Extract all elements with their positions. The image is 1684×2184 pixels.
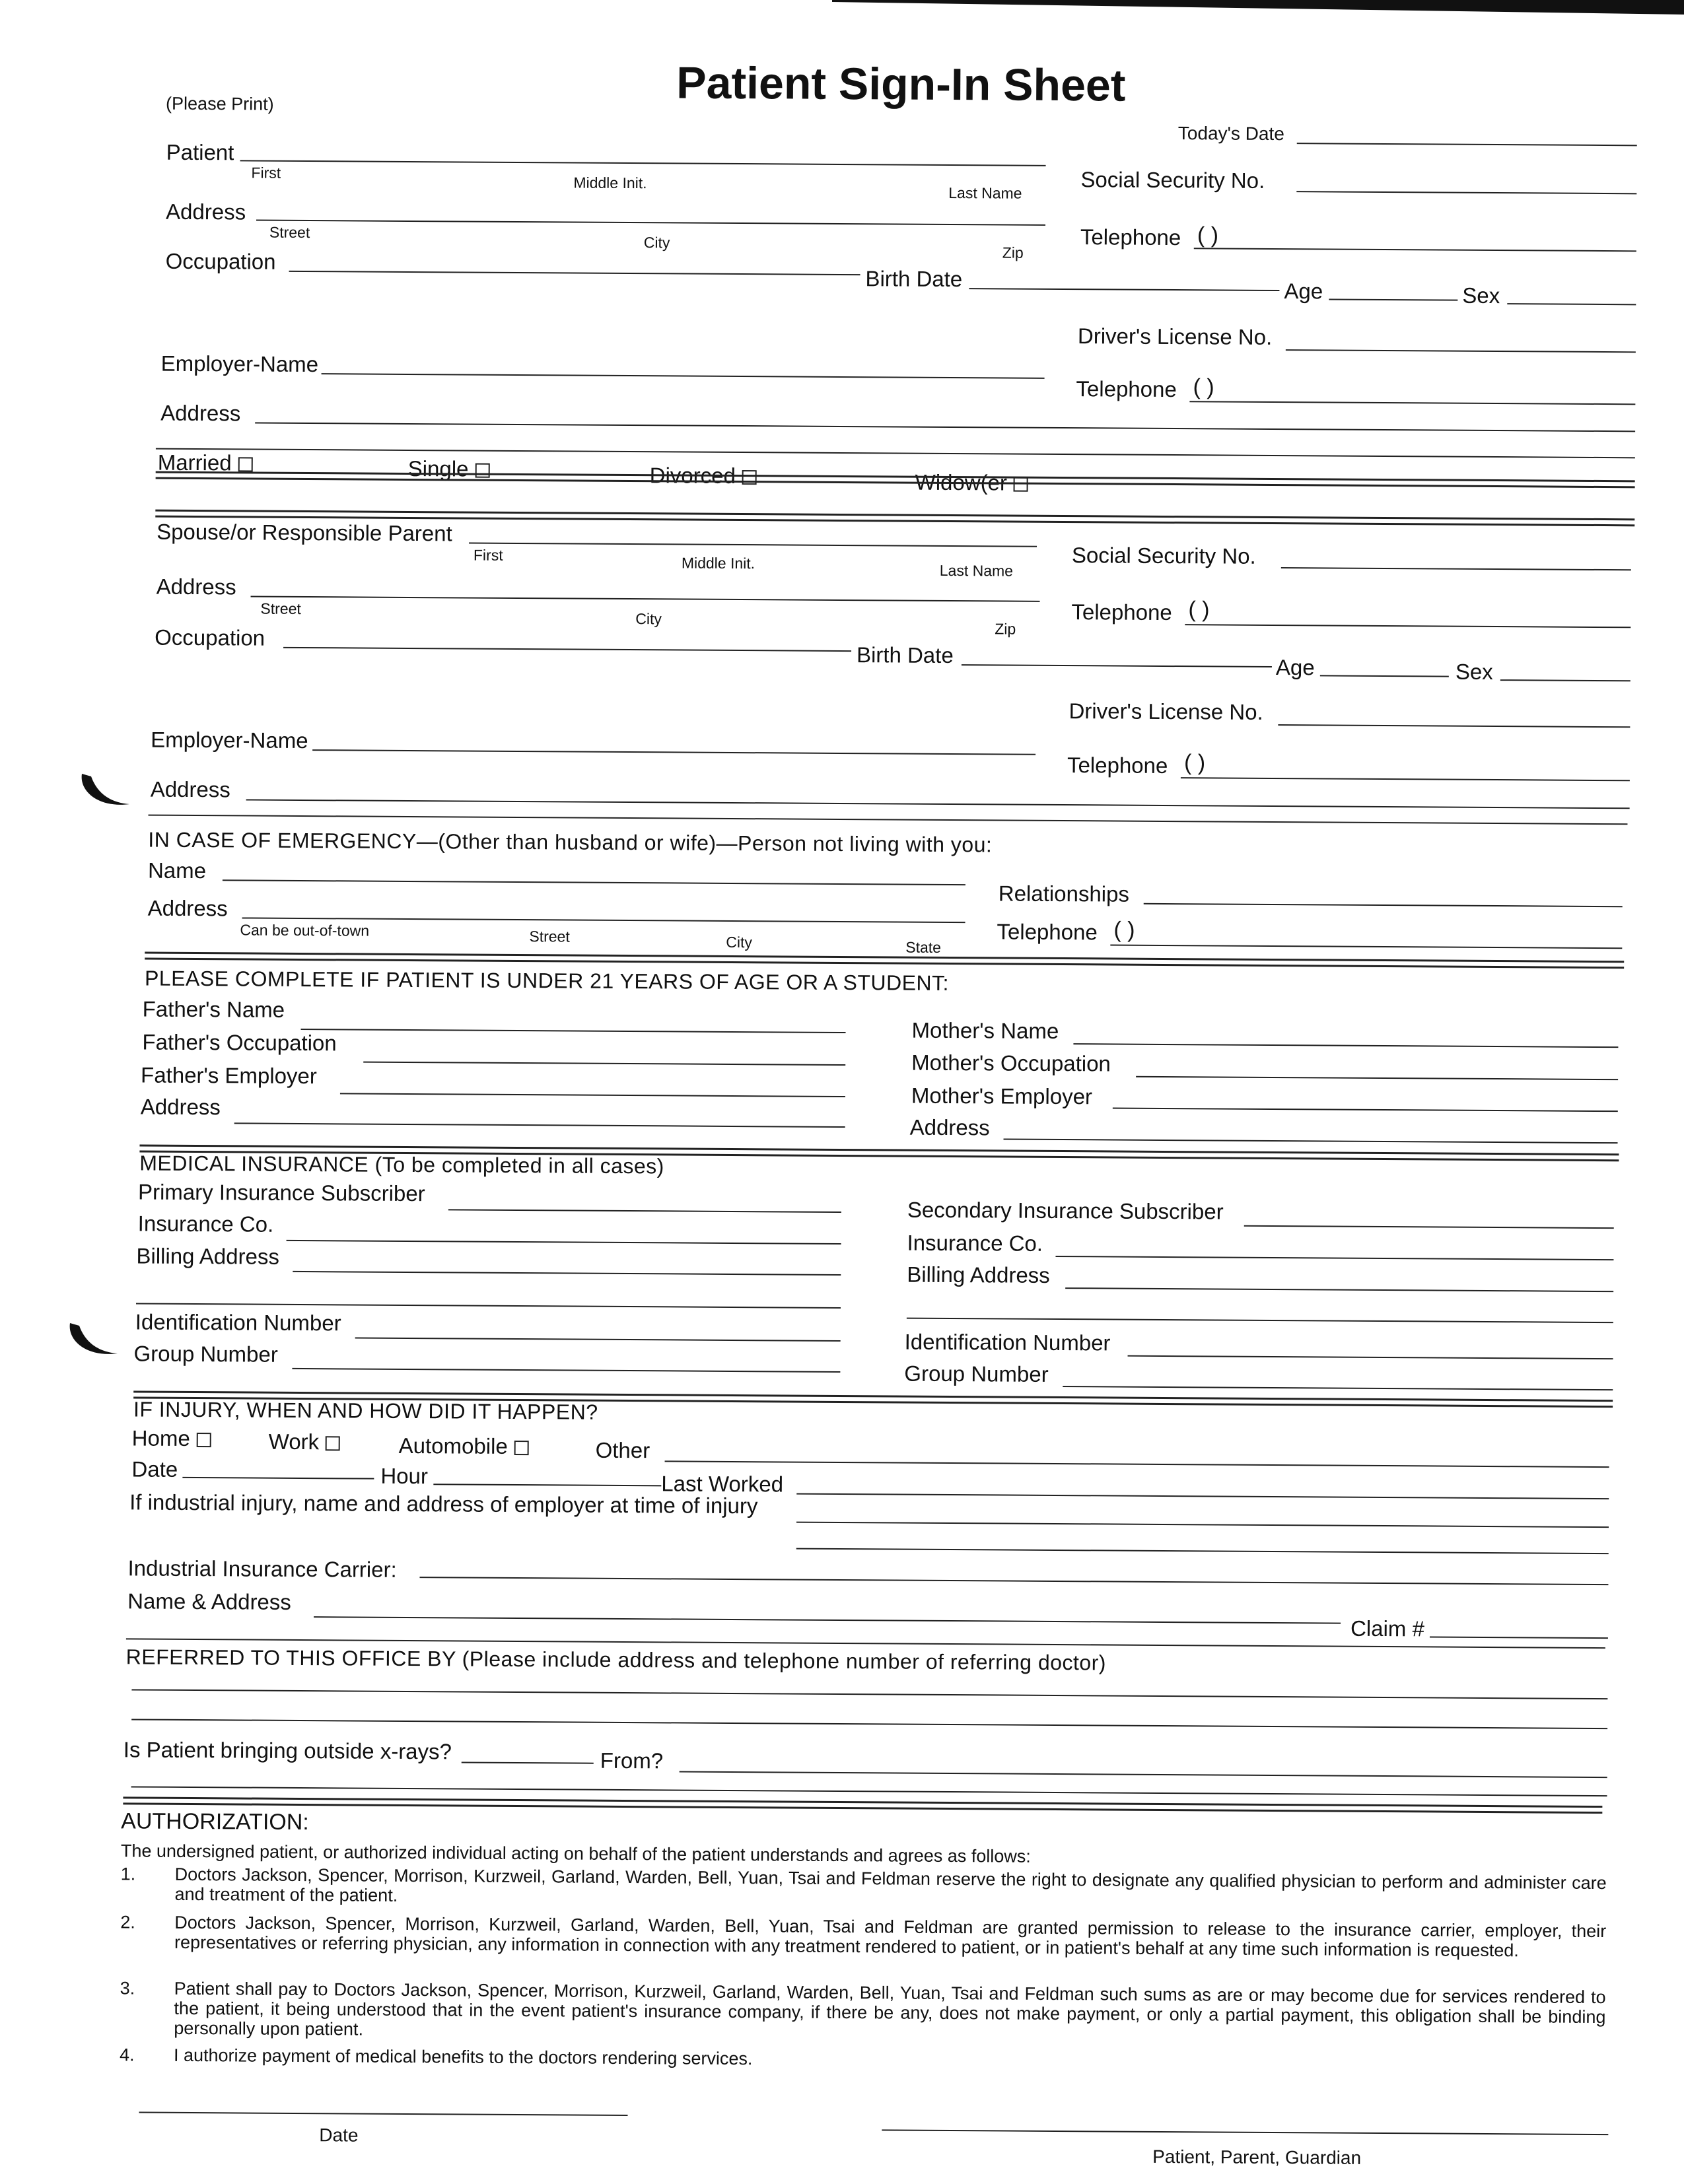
authorization-item bbox=[119, 2045, 1605, 2069]
secondary-billing-label: Billing Address bbox=[907, 1262, 1050, 1287]
injury-hour-field[interactable] bbox=[433, 1484, 661, 1486]
industrial-injury-label: If industrial injury, name and address of employer at time of injury bbox=[129, 1489, 758, 1519]
section-divider bbox=[149, 815, 1628, 825]
spouse-age-field[interactable] bbox=[1320, 675, 1449, 677]
home-checkbox[interactable] bbox=[197, 1433, 211, 1447]
mothers-occupation-field[interactable] bbox=[1136, 1076, 1618, 1080]
spouse-employer-address-field[interactable] bbox=[246, 799, 1630, 809]
fathers-employer-field[interactable] bbox=[340, 1093, 845, 1097]
todays-date-label: Today's Date bbox=[1177, 123, 1284, 145]
primary-billing-field-2[interactable] bbox=[136, 1303, 841, 1309]
section-divider bbox=[145, 952, 1624, 969]
section-divider bbox=[156, 448, 1635, 459]
patient-drivers-license-field[interactable] bbox=[1286, 349, 1636, 353]
patient-street-caption: Street bbox=[269, 223, 310, 242]
emergency-relationships-label: Relationships bbox=[998, 881, 1130, 906]
primary-group-field[interactable] bbox=[292, 1368, 840, 1373]
patient-zip-caption: Zip bbox=[1002, 244, 1024, 261]
married-option[interactable] bbox=[158, 452, 253, 474]
spouse-employer-telephone-label: Telephone bbox=[1067, 753, 1168, 778]
authorization-item-number: 2. bbox=[120, 1912, 135, 1932]
spouse-sex-field[interactable] bbox=[1500, 679, 1631, 681]
automobile-checkbox[interactable] bbox=[514, 1441, 529, 1455]
patient-sex-field[interactable] bbox=[1507, 303, 1636, 305]
minor-heading: PLEASE COMPLETE IF PATIENT IS UNDER 21 YEARS OF AGE OR A STUDENT: bbox=[144, 966, 950, 995]
work-checkbox[interactable] bbox=[326, 1436, 340, 1450]
patient-ssn-label: Social Security No. bbox=[1080, 167, 1265, 193]
secondary-subscriber-label: Secondary Insurance Subscriber bbox=[907, 1197, 1224, 1224]
fathers-occupation-field[interactable] bbox=[363, 1062, 845, 1066]
fathers-employer-label: Father's Employer bbox=[141, 1062, 317, 1089]
work-option[interactable] bbox=[269, 1431, 341, 1453]
last-worked-label: Last Worked bbox=[661, 1471, 784, 1497]
emergency-telephone-label: Telephone bbox=[997, 919, 1098, 945]
patient-age-field[interactable] bbox=[1329, 298, 1457, 300]
emergency-name-field[interactable] bbox=[223, 879, 965, 885]
spouse-ssn-field[interactable] bbox=[1281, 567, 1631, 570]
page-title: Patient Sign-In Sheet bbox=[676, 57, 1126, 111]
spouse-address-field[interactable] bbox=[251, 596, 1040, 602]
spouse-zip-caption: Zip bbox=[995, 620, 1016, 638]
referred-heading: REFERRED TO THIS OFFICE BY (Please include address and telephone number of referring doctor) bbox=[125, 1645, 1107, 1675]
spouse-ssn-label: Social Security No. bbox=[1071, 543, 1256, 568]
claim-field[interactable] bbox=[1430, 1636, 1608, 1639]
signature-date-label: Date bbox=[319, 2125, 359, 2146]
patient-ssn-field[interactable] bbox=[1296, 191, 1636, 194]
patient-birth-date-field[interactable] bbox=[969, 288, 1279, 291]
injury-date-label: Date bbox=[131, 1456, 178, 1482]
emergency-street-caption: Street bbox=[529, 928, 570, 945]
last-worked-field[interactable] bbox=[796, 1493, 1609, 1500]
punch-hole-shadow bbox=[66, 1320, 119, 1363]
secondary-group-field[interactable] bbox=[1063, 1386, 1613, 1390]
spouse-sex-label: Sex bbox=[1455, 659, 1493, 685]
emergency-state-caption: State bbox=[905, 938, 942, 956]
authorization-heading: AUTHORIZATION: bbox=[121, 1808, 309, 1835]
mothers-name-label: Mother's Name bbox=[911, 1017, 1059, 1044]
xrays-field[interactable] bbox=[462, 1761, 594, 1763]
emergency-name-label: Name bbox=[147, 858, 207, 883]
authorization-item bbox=[120, 1912, 1607, 1961]
divorced-label: Divorced bbox=[649, 463, 736, 488]
patient-address-label: Address bbox=[165, 199, 246, 224]
authorization-item bbox=[120, 1864, 1607, 1905]
mothers-employer-field[interactable] bbox=[1113, 1108, 1618, 1112]
secondary-billing-field-2[interactable] bbox=[907, 1318, 1613, 1324]
injury-date-field[interactable] bbox=[182, 1477, 374, 1480]
spouse-telephone-field[interactable] bbox=[1185, 624, 1631, 628]
please-print-note: (Please Print) bbox=[166, 93, 274, 114]
emergency-out-of-town-caption: Can be out-of-town bbox=[240, 921, 370, 939]
work-label: Work bbox=[268, 1429, 320, 1454]
primary-subscriber-label: Primary Insurance Subscriber bbox=[137, 1179, 425, 1206]
primary-company-field[interactable] bbox=[287, 1240, 841, 1245]
patient-birth-date-label: Birth Date bbox=[865, 266, 963, 292]
patient-middle-caption: Middle Init. bbox=[573, 174, 647, 192]
spouse-first-caption: First bbox=[473, 546, 503, 564]
fathers-name-label: Father's Name bbox=[142, 996, 285, 1022]
emergency-heading: IN CASE OF EMERGENCY—(Other than husband or wife)—Person not living with you: bbox=[148, 827, 993, 857]
patient-employer-address-label: Address bbox=[160, 400, 241, 426]
patient-employer-telephone-label: Telephone bbox=[1076, 376, 1177, 402]
primary-id-label: Identification Number bbox=[135, 1309, 341, 1336]
punch-hole-shadow bbox=[78, 771, 131, 814]
married-label: Married bbox=[157, 450, 232, 475]
primary-billing-field[interactable] bbox=[293, 1271, 841, 1276]
patient-employer-address-field[interactable] bbox=[255, 423, 1635, 432]
spouse-employer-address-label: Address bbox=[150, 776, 230, 802]
xrays-label: Is Patient bringing outside x-rays? bbox=[123, 1737, 452, 1764]
spouse-label: Spouse/or Responsible Parent bbox=[157, 519, 452, 546]
emergency-telephone-paren: ( ) bbox=[1113, 917, 1135, 943]
insurance-heading: MEDICAL INSURANCE (To be completed in all cases) bbox=[139, 1151, 665, 1178]
patient-label: Patient bbox=[166, 139, 234, 165]
patient-first-caption: First bbox=[251, 164, 281, 182]
spouse-employer-label: Employer-Name bbox=[151, 727, 308, 753]
patient-employer-telephone-paren: ( ) bbox=[1193, 374, 1214, 400]
secondary-company-label: Insurance Co. bbox=[907, 1230, 1043, 1256]
patient-age-label: Age bbox=[1284, 279, 1323, 304]
home-option[interactable] bbox=[132, 1427, 211, 1449]
fathers-address-label: Address bbox=[140, 1094, 221, 1120]
authorization-item-text: Doctors Jackson, Spencer, Morrison, Kurzweil, Garland, Warden, Bell, Yuan, Tsai and Feldman reserve the right to designate any qualified physician to perform and administer care and treatment of the patient. bbox=[174, 1864, 1607, 1905]
authorization-item-text: I authorize payment of medical benefits to the doctors rendering services. bbox=[173, 2045, 753, 2069]
other-label: Other bbox=[595, 1437, 650, 1463]
name-address-field[interactable] bbox=[314, 1616, 1341, 1623]
spouse-drivers-license-field[interactable] bbox=[1278, 724, 1630, 728]
authorization-item-number: 3. bbox=[120, 1978, 135, 1998]
patient-occupation-label: Occupation bbox=[165, 248, 276, 274]
authorization-item-number: 1. bbox=[120, 1864, 136, 1884]
other-field[interactable] bbox=[665, 1460, 1609, 1468]
patient-name-field[interactable] bbox=[240, 160, 1046, 166]
primary-group-label: Group Number bbox=[133, 1341, 278, 1367]
fathers-name-field[interactable] bbox=[301, 1029, 846, 1033]
patient-city-caption: City bbox=[643, 234, 670, 252]
authorization-item bbox=[120, 1978, 1606, 2039]
spouse-street-caption: Street bbox=[260, 599, 301, 617]
patient-drivers-license-label: Driver's License No. bbox=[1077, 324, 1273, 349]
secondary-id-label: Identification Number bbox=[904, 1329, 1111, 1355]
spouse-middle-caption: Middle Init. bbox=[681, 554, 755, 572]
section-divider bbox=[156, 471, 1635, 489]
authorization-item-text: Patient shall pay to Doctors Jackson, Spencer, Morrison, Kurzweil, Garland, Warden, Bell, Yuan, Tsai and Feldman such sums as are or may become due for services rendered to the patient, it being understood that in the event patient's insurance company, if there be any, does not make payment, or only a partial payment, this obligation shall be binding personally upon patient. bbox=[174, 1978, 1606, 2039]
spouse-last-caption: Last Name bbox=[939, 561, 1014, 580]
mothers-occupation-label: Mother's Occupation bbox=[911, 1050, 1111, 1076]
section-divider bbox=[123, 1796, 1602, 1814]
signature-date-field[interactable] bbox=[139, 2112, 628, 2117]
spouse-occupation-field[interactable] bbox=[283, 647, 851, 652]
spouse-employer-telephone-paren: ( ) bbox=[1183, 750, 1206, 776]
patient-occupation-field[interactable] bbox=[289, 271, 860, 275]
spouse-age-label: Age bbox=[1275, 655, 1315, 680]
home-label: Home bbox=[131, 1425, 190, 1450]
mothers-address-field[interactable] bbox=[1004, 1138, 1618, 1143]
industrial-injury-field-2[interactable] bbox=[796, 1548, 1609, 1555]
spouse-address-label: Address bbox=[156, 574, 236, 599]
todays-date-field[interactable] bbox=[1297, 143, 1637, 146]
patient-telephone-paren: ( ) bbox=[1197, 222, 1219, 248]
patient-last-caption: Last Name bbox=[948, 184, 1022, 202]
mothers-employer-label: Mother's Employer bbox=[911, 1083, 1093, 1109]
automobile-option[interactable] bbox=[399, 1435, 529, 1457]
spouse-birth-date-field[interactable] bbox=[962, 664, 1272, 667]
patient-employer-field[interactable] bbox=[322, 373, 1045, 379]
spouse-city-caption: City bbox=[635, 610, 662, 628]
insurance-carrier-label: Industrial Insurance Carrier: bbox=[127, 1555, 397, 1582]
patient-employer-label: Employer-Name bbox=[160, 351, 319, 377]
xrays-from-label: From? bbox=[600, 1748, 664, 1773]
industrial-injury-field[interactable] bbox=[796, 1522, 1609, 1528]
secondary-subscriber-field[interactable] bbox=[1244, 1225, 1614, 1229]
spouse-telephone-paren: ( ) bbox=[1188, 597, 1210, 623]
mothers-name-field[interactable] bbox=[1073, 1043, 1618, 1048]
spouse-employer-field[interactable] bbox=[312, 749, 1035, 755]
primary-subscriber-field[interactable] bbox=[448, 1209, 841, 1213]
emergency-city-caption: City bbox=[726, 933, 753, 951]
spouse-occupation-label: Occupation bbox=[155, 625, 265, 650]
primary-billing-label: Billing Address bbox=[136, 1243, 280, 1269]
xrays-from-field[interactable] bbox=[680, 1771, 1607, 1779]
emergency-address-label: Address bbox=[147, 895, 228, 921]
authorization-item-number: 4. bbox=[119, 2045, 135, 2065]
insurance-carrier-field[interactable] bbox=[419, 1577, 1608, 1585]
signature-signer-label: Patient, Parent, Guardian bbox=[1152, 2146, 1362, 2168]
authorization-intro: The undersigned patient, or authorized individual acting on behalf of the patient understands and agrees as follows: bbox=[120, 1841, 1031, 1866]
injury-heading: IF INJURY, WHEN AND HOW DID IT HAPPEN? bbox=[133, 1397, 598, 1424]
name-address-label: Name & Address bbox=[127, 1588, 291, 1614]
referred-field-2[interactable] bbox=[131, 1719, 1607, 1729]
patient-sex-label: Sex bbox=[1462, 283, 1500, 308]
secondary-id-field[interactable] bbox=[1128, 1355, 1613, 1359]
signature-field[interactable] bbox=[882, 2129, 1608, 2135]
automobile-label: Automobile bbox=[398, 1433, 508, 1458]
patient-telephone-field[interactable] bbox=[1194, 248, 1636, 252]
married-checkbox[interactable] bbox=[238, 457, 253, 471]
emergency-telephone-field[interactable] bbox=[1110, 944, 1622, 949]
patient-address-field[interactable] bbox=[256, 220, 1045, 226]
spouse-employer-telephone-field[interactable] bbox=[1181, 777, 1630, 781]
injury-hour-label: Hour bbox=[380, 1463, 429, 1489]
spouse-telephone-label: Telephone bbox=[1071, 599, 1172, 625]
widower-label: Widow(er bbox=[915, 469, 1008, 495]
referred-field[interactable] bbox=[131, 1689, 1607, 1699]
emergency-relationships-field[interactable] bbox=[1144, 903, 1623, 907]
mothers-address-label: Address bbox=[909, 1114, 990, 1140]
single-label: Single bbox=[407, 456, 469, 481]
secondary-group-label: Group Number bbox=[904, 1361, 1049, 1386]
patient-employer-telephone-field[interactable] bbox=[1189, 401, 1635, 405]
spouse-name-field[interactable] bbox=[469, 543, 1037, 547]
authorization-item-text: Doctors Jackson, Spencer, Morrison, Kurzweil, Garland, Warden, Bell, Yuan, Tsai and Feldman are granted permission to release to the insurance carrier, employer, their representatives or referring physician, any information in connection with any treatment rendered to patient, or in patient's behalf at any time such information is requested. bbox=[174, 1912, 1607, 1961]
patient-telephone-label: Telephone bbox=[1080, 224, 1181, 250]
spouse-birth-date-label: Birth Date bbox=[856, 642, 954, 668]
fathers-address-field[interactable] bbox=[234, 1122, 845, 1128]
fathers-occupation-label: Father's Occupation bbox=[142, 1029, 337, 1056]
secondary-company-field[interactable] bbox=[1055, 1256, 1613, 1260]
secondary-billing-field[interactable] bbox=[1065, 1287, 1613, 1292]
xrays-from-field-2[interactable] bbox=[131, 1786, 1607, 1796]
spouse-drivers-license-label: Driver's License No. bbox=[1069, 699, 1263, 724]
primary-id-field[interactable] bbox=[355, 1338, 841, 1342]
primary-company-label: Insurance Co. bbox=[137, 1211, 274, 1237]
claim-label: Claim # bbox=[1350, 1616, 1424, 1641]
